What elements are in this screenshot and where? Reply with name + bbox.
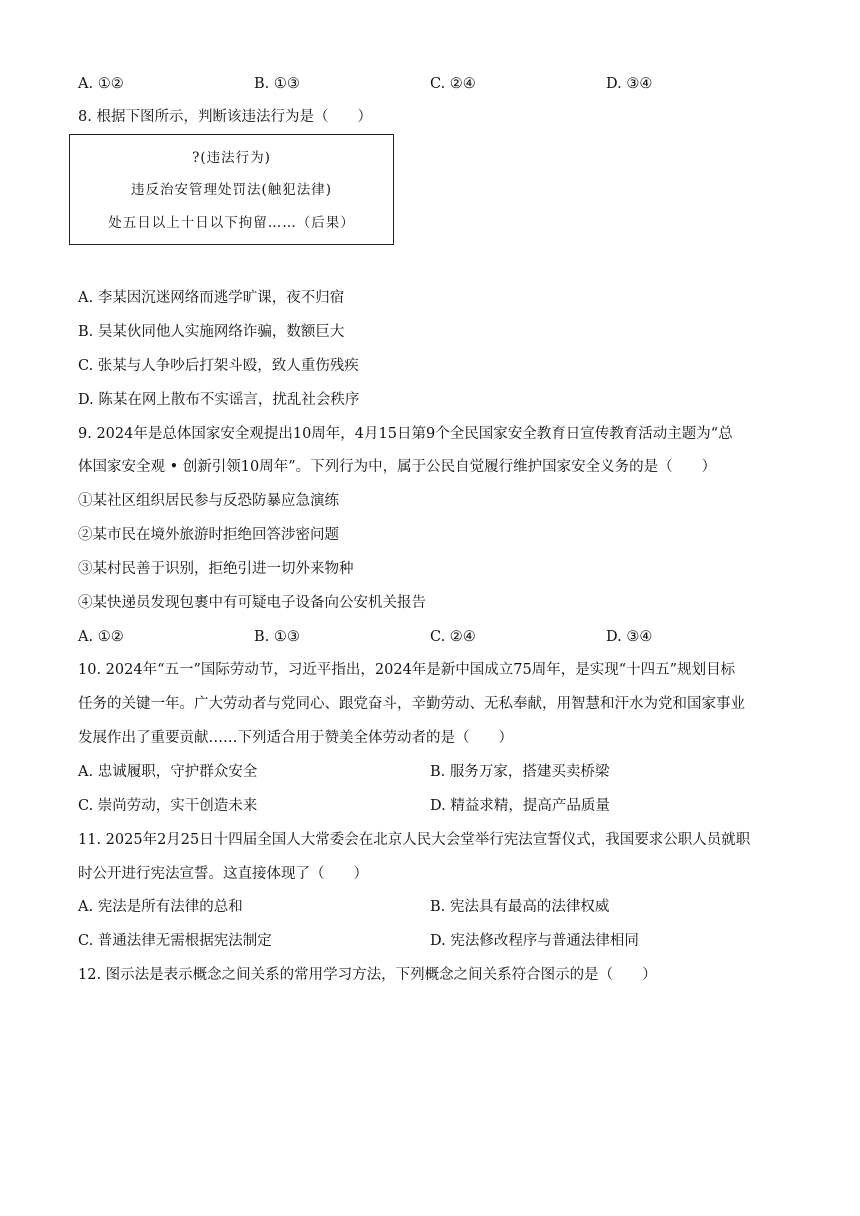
q8-stem: 8. 根据下图所示，判断该违法行为是（ ）	[78, 109, 372, 125]
q10-stem-line-2: 任务的关键一年。广大劳动者与党同心、跟党奋斗，辛勤劳动、无私奉献，用智慧和汗水为党和国家事业	[78, 696, 745, 712]
q9-stem-line-1: 9. 2024年是总体国家安全观提出10周年，4月15日第9个全民国家安全教育日宣传教育活动主题为“总	[78, 426, 733, 442]
q11-option-a: A. 宪法是所有法律的总和	[78, 899, 243, 915]
q9-option-a: A. ①②	[78, 629, 124, 645]
q8-diagram-line-3: 处五日以上十日以下拘留……（后果）	[108, 215, 355, 231]
q7-option-c: C. ②④	[430, 76, 476, 92]
q9-option-d: D. ③④	[606, 629, 653, 645]
q10-option-c: C. 崇尚劳动，实干创造未来	[78, 798, 258, 814]
q11-stem-line-2: 时公开进行宪法宣誓。这直接体现了（ ）	[78, 866, 368, 882]
q11-option-d: D. 宪法修改程序与普通法律相同	[430, 933, 639, 949]
q10-stem-line-1: 10. 2024年“五一”国际劳动节，习近平指出，2024年是新中国成立75周年，是实现“十四五”规划目标	[78, 662, 736, 678]
q8-option-d: D. 陈某在网上散布不实谣言，扰乱社会秩序	[78, 392, 360, 408]
q9-option-c: C. ②④	[430, 629, 476, 645]
q10-option-b: B. 服务万家，搭建买卖桥梁	[430, 764, 610, 780]
q9-item-4: ④某快递员发现包裹中有可疑电子设备向公安机关报告	[78, 595, 426, 611]
q10-stem-line-3: 发展作出了重要贡献……下列适合用于赞美全体劳动者的是（ ）	[78, 730, 513, 746]
q8-diagram-line-1: ?(违法行为)	[192, 150, 271, 166]
q9-item-2: ②某市民在境外旅游时拒绝回答涉密问题	[78, 527, 339, 543]
q9-option-b: B. ①③	[254, 629, 300, 645]
q7-option-d: D. ③④	[606, 76, 653, 92]
q10-option-a: A. 忠诚履职，守护群众安全	[78, 764, 258, 780]
q8-option-b: B. 吴某伙同他人实施网络诈骗，数额巨大	[78, 324, 345, 340]
q8-diagram-box	[69, 134, 394, 245]
q12-stem: 12. 图示法是表示概念之间关系的常用学习方法，下列概念之间关系符合图示的是（ ）	[78, 967, 657, 983]
q11-option-b: B. 宪法具有最高的法律权威	[430, 899, 610, 915]
q9-item-3: ③某村民善于识别，拒绝引进一切外来物种	[78, 561, 354, 577]
q7-option-b: B. ①③	[254, 76, 300, 92]
q8-option-c: C. 张某与人争吵后打架斗殴，致人重伤残疾	[78, 358, 359, 374]
q9-stem-line-2: 体国家安全观 • 创新引领10周年”。下列行为中，属于公民自觉履行维护国家安全义务的是（ ）	[78, 459, 717, 475]
q9-item-1: ①某社区组织居民参与反恐防暴应急演练	[78, 493, 339, 509]
q7-option-a: A. ①②	[78, 76, 124, 92]
q11-option-c: C. 普通法律无需根据宪法制定	[78, 933, 272, 949]
q10-option-d: D. 精益求精，提高产品质量	[430, 798, 610, 814]
q8-diagram-line-2: 违反治安管理处罚法(触犯法律)	[130, 182, 333, 198]
q11-stem-line-1: 11. 2025年2月25日十四届全国人大常委会在北京人民大会堂举行宪法宣誓仪式，我国要求公职人员就职	[78, 832, 751, 848]
q8-option-a: A. 李某因沉迷网络而逃学旷课，夜不归宿	[78, 290, 345, 306]
